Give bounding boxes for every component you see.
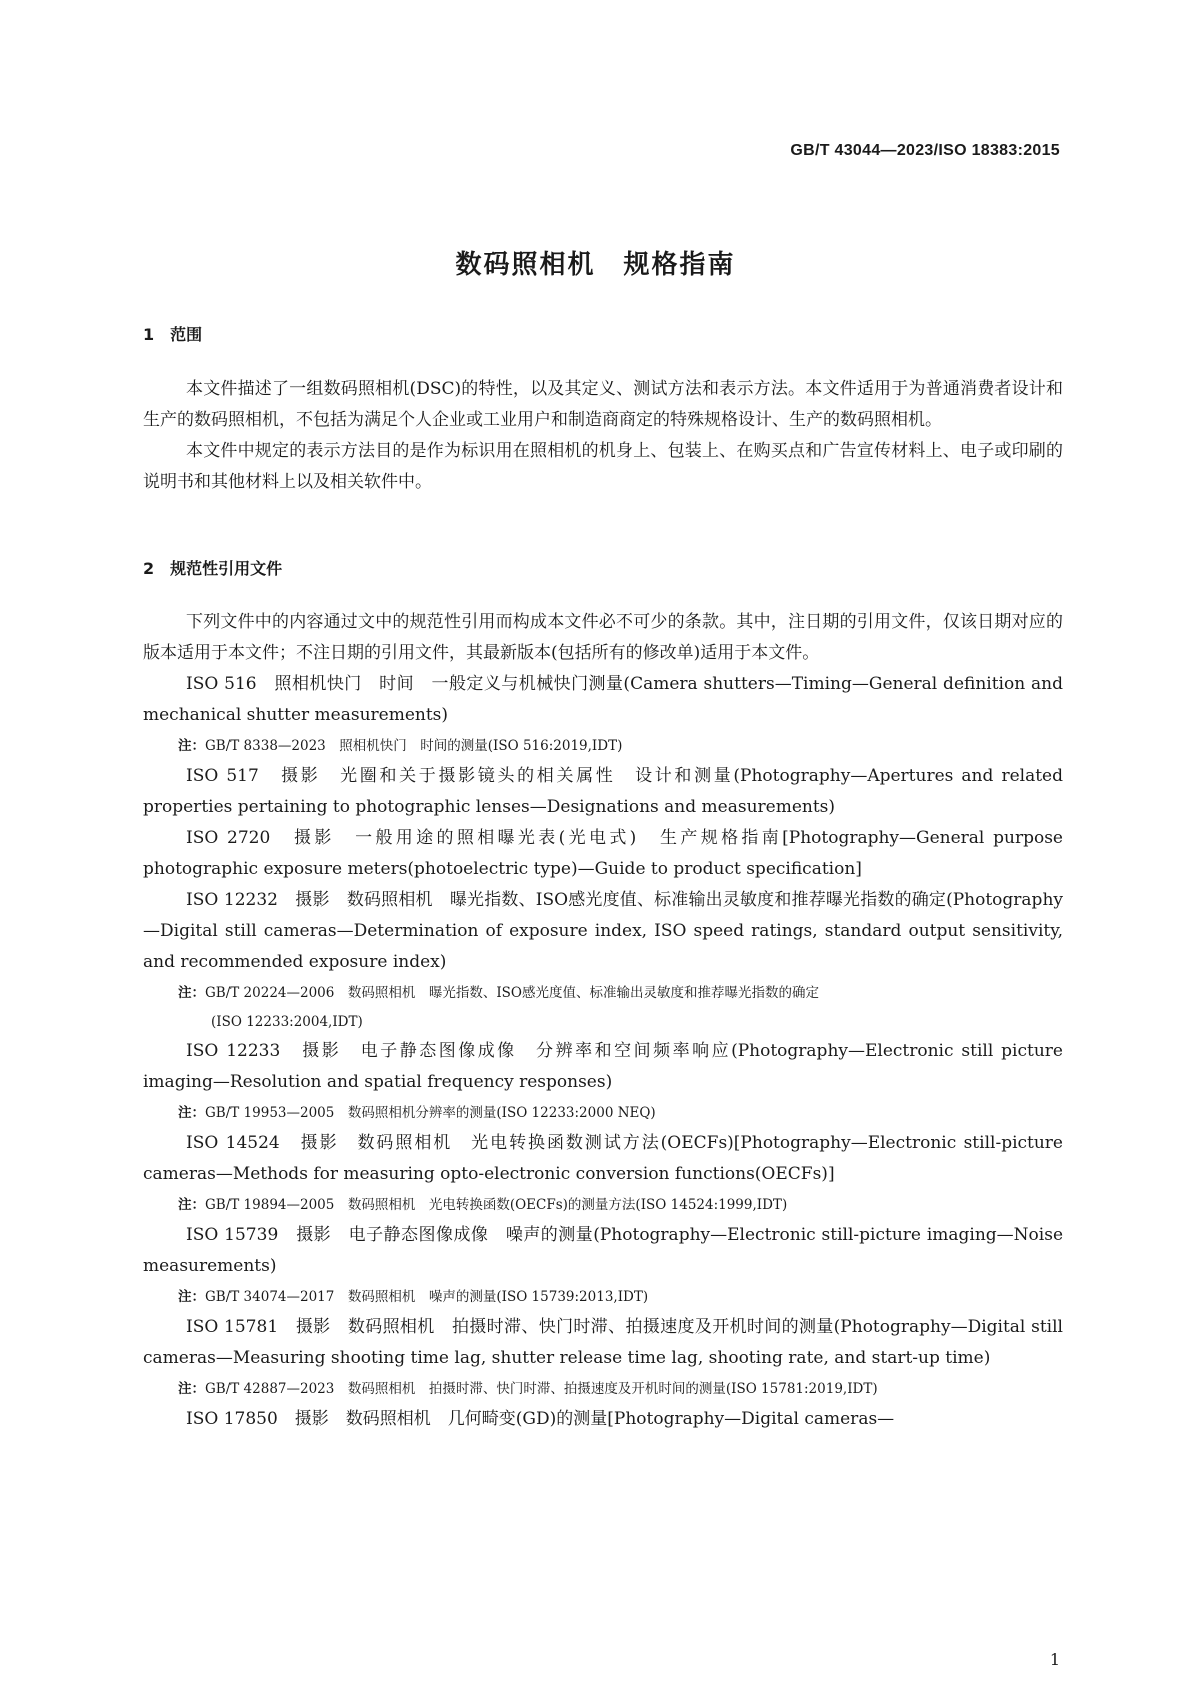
reference-note [143,1190,1063,1220]
note-label: 注： [178,738,205,754]
reference-note [143,1374,1063,1404]
reference-note [143,731,1063,761]
reference-entry: ISO 516 照相机快门 时间 一般定义与机械快门测量(Camera shutters—Timing—General definition and mechanical shutter measurements) [143,674,1063,725]
section-2-heading: 2 规范性引用文件 [143,559,283,578]
section-1-body [143,374,1063,498]
reference-note [143,978,1063,1008]
reference-note-continued: (ISO 12233:2004,IDT) [211,1014,363,1030]
note-text: GB/T 19953—2005 数码照相机分辨率的测量(ISO 12233:2000 NEQ) [205,1105,656,1121]
document-title: 数码照相机 规格指南 [455,250,736,280]
note-text: GB/T 34074—2017 数码照相机 噪声的测量(ISO 15739:2013,IDT) [205,1289,649,1305]
note-text: GB/T 19894—2005 数码照相机 光电转换函数(OECFs)的测量方法(ISO 14524:1999,IDT) [205,1197,788,1213]
reference-entry: ISO 15781 摄影 数码照相机 拍摄时滞、快门时滞、拍摄速度及开机时间的测量(Photography—Digital still cameras—Measuring shooting time lag, shutter release time lag, shooting rate, and start-up time) [143,1317,1063,1368]
reference-entry: ISO 12232 摄影 数码照相机 曝光指数、ISO感光度值、标准输出灵敏度和推荐曝光指数的确定(Photography—Digital still cameras—Determination of exposure index, ISO speed ratings, standard output sensitivity, and recommended exposure index) [143,890,1063,972]
reference-entry: ISO 17850 摄影 数码照相机 几何畸变(GD)的测量[Photography—Digital cameras— [186,1409,895,1429]
note-label: 注： [178,1381,205,1397]
reference-entry: ISO 14524 摄影 数码照相机 光电转换函数测试方法(OECFs)[Photography—Electronic still-picture cameras—Methods for measuring opto-electronic conversion functions(OECFs)] [143,1133,1063,1184]
reference-entry: ISO 12233 摄影 电子静态图像成像 分辨率和空间频率响应(Photography—Electronic still picture imaging—Resolution and spatial frequency responses) [143,1041,1063,1092]
paragraph: 下列文件中的内容通过文中的规范性引用而构成本文件必不可少的条款。其中，注日期的引用文件，仅该日期对应的版本适用于本文件；不注日期的引用文件，其最新版本(包括所有的修改单)适用于本文件。 [143,612,1063,663]
paragraph: 本文件描述了一组数码照相机(DSC)的特性，以及其定义、测试方法和表示方法。本文件适用于为普通消费者设计和生产的数码照相机，不包括为满足个人企业或工业用户和制造商商定的特殊规格设计、生产的数码照相机。 [143,379,1063,430]
note-text: GB/T 8338—2023 照相机快门 时间的测量(ISO 516:2019,IDT) [205,738,623,754]
note-label: 注： [178,1105,205,1121]
note-text: GB/T 20224—2006 数码照相机 曝光指数、ISO感光度值、标准输出灵敏度和推荐曝光指数的确定 [205,985,819,1001]
section-2-body [143,607,1063,1435]
section-1-heading: 1 范围 [143,325,203,344]
reference-note [143,1098,1063,1128]
standard-code: GB/T 43044—2023/ISO 18383:2015 [790,142,1060,159]
note-text: GB/T 42887—2023 数码照相机 拍摄时滞、快门时滞、拍摄速度及开机时间的测量(ISO 15781:2019,IDT) [205,1381,878,1397]
note-label: 注： [178,1289,205,1305]
note-label: 注： [178,1197,205,1213]
reference-entry: ISO 2720 摄影 一般用途的照相曝光表(光电式) 生产规格指南[Photography—General purpose photographic exposure meters(photoelectric type)—Guide to product specification] [143,828,1063,879]
reference-entry: ISO 15739 摄影 电子静态图像成像 噪声的测量(Photography—Electronic still-picture imaging—Noise measurements) [143,1225,1063,1276]
note-label: 注： [178,985,205,1001]
reference-entry: ISO 517 摄影 光圈和关于摄影镜头的相关属性 设计和测量(Photography—Apertures and related properties pertaining to photographic lenses—Designations and measurements) [143,766,1063,817]
paragraph: 本文件中规定的表示方法目的是作为标识用在照相机的机身上、包装上、在购买点和广告宣传材料上、电子或印刷的说明书和其他材料上以及相关软件中。 [143,441,1063,492]
page-number: 1 [1049,1650,1060,1669]
reference-note [143,1282,1063,1312]
